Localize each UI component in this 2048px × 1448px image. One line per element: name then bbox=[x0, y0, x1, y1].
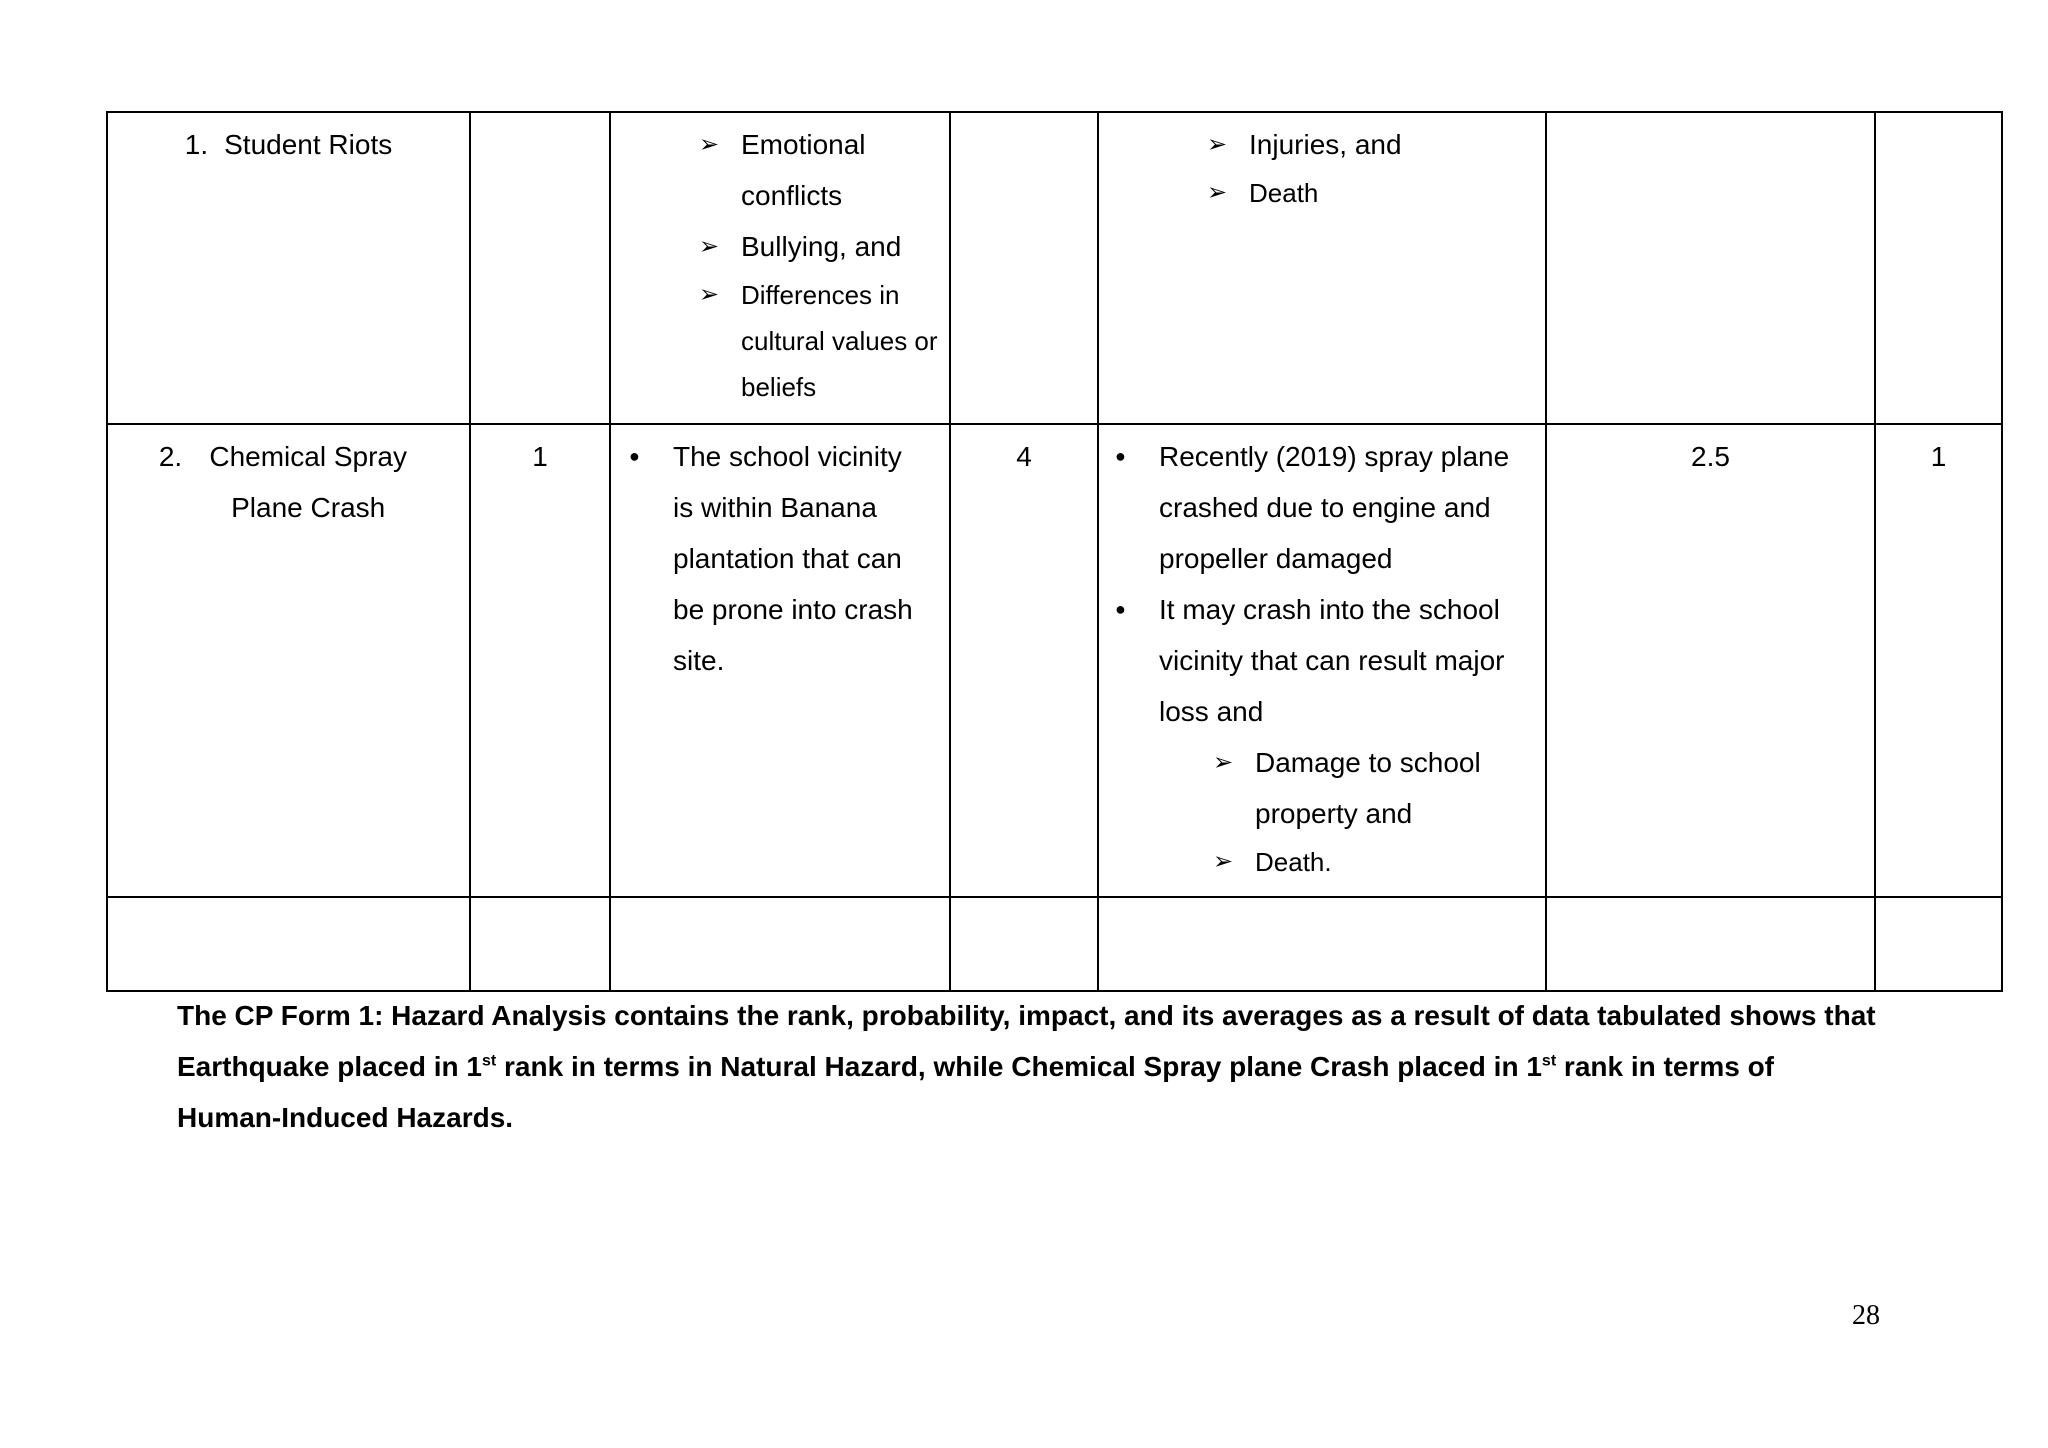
arrow-bullet-icon: ➢ bbox=[1213, 749, 1234, 776]
table-row bbox=[107, 112, 2002, 424]
hazard-cell bbox=[107, 424, 470, 897]
effects-cell bbox=[1098, 424, 1546, 897]
probability-cell bbox=[470, 112, 610, 424]
causes-cell bbox=[610, 112, 950, 424]
hazard-cell bbox=[107, 112, 470, 424]
bullet-icon: ● bbox=[1115, 446, 1126, 466]
rank-cell bbox=[1875, 112, 2002, 424]
table-row bbox=[107, 424, 2002, 897]
bullet-icon: ● bbox=[629, 446, 640, 466]
hazard-index: 2. bbox=[158, 441, 183, 472]
list-item: ➢ Death. bbox=[1255, 839, 1531, 885]
rank-cell: 1 bbox=[1875, 424, 2002, 897]
arrow-bullet-icon: ➢ bbox=[699, 233, 720, 260]
average-cell: 2.5 bbox=[1546, 424, 1875, 897]
list-item: ● It may crash into the school vicinity that can result major loss and bbox=[1159, 584, 1531, 737]
arrow-bullet-icon: ➢ bbox=[1213, 848, 1234, 875]
probability-cell: 1 bbox=[470, 424, 610, 897]
list-item: ➢ Differences in cultural values or beliefs bbox=[741, 272, 939, 410]
list-item: ➢ Death bbox=[1249, 170, 1535, 216]
arrow-bullet-icon: ➢ bbox=[699, 131, 720, 158]
arrow-bullet-icon: ➢ bbox=[1207, 179, 1228, 206]
arrow-bullet-icon: ➢ bbox=[699, 281, 720, 308]
hazard-index: 1. bbox=[184, 129, 209, 160]
table-row-empty bbox=[107, 897, 2002, 991]
list-item: ➢ Damage to school property and bbox=[1255, 737, 1531, 839]
hazard-analysis-table bbox=[106, 111, 2003, 992]
impact-cell: 4 bbox=[950, 424, 1098, 897]
causes-cell bbox=[610, 424, 950, 897]
list-item: ➢ Emotional conflicts bbox=[741, 119, 939, 221]
effects-cell bbox=[1098, 112, 1546, 424]
impact-cell bbox=[950, 112, 1098, 424]
hazard-name: Student Riots bbox=[224, 129, 393, 160]
average-cell bbox=[1546, 112, 1875, 424]
list-item: ➢ Bullying, and bbox=[741, 221, 939, 272]
list-item: ● The school vicinity is within Banana plantation that can be prone into crash site. bbox=[673, 431, 929, 686]
hazard-name: Chemical Spray Plane Crash bbox=[209, 441, 407, 523]
list-item: ● Recently (2019) spray plane crashed due to engine and propeller damaged bbox=[1159, 431, 1531, 584]
list-item: ➢ Injuries, and bbox=[1249, 119, 1535, 170]
bullet-icon: ● bbox=[1115, 599, 1126, 619]
page-number: 28 bbox=[1852, 1300, 1880, 1331]
arrow-bullet-icon: ➢ bbox=[1207, 131, 1228, 158]
summary-paragraph: The CP Form 1: Hazard Analysis contains the rank, probability, impact, and its averages as a result of data tabulated shows that Earthquake placed in 1st rank in terms in Natural Hazard, while Chemical Spray plane Crash placed in 1st rank in terms of Human-Induced Hazards. bbox=[177, 1000, 1876, 1133]
